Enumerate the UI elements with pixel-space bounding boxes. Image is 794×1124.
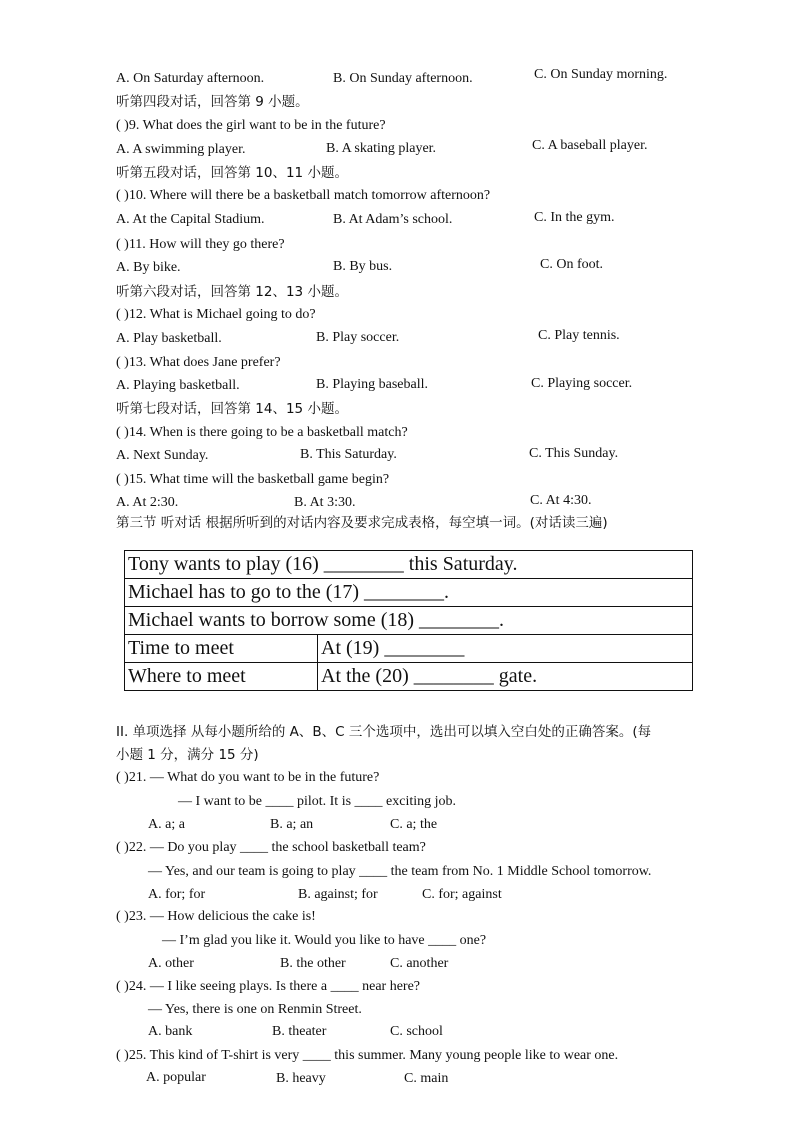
q12-stem: ( )12. What is Michael going to do? — [116, 307, 316, 322]
q25-option-c: C. main — [404, 1071, 449, 1086]
q9-option-a: A. A swimming player. — [116, 142, 246, 157]
q14-stem: ( )14. When is there going to be a basketball match? — [116, 425, 408, 440]
table-cell-20: At the (20) ________ gate. — [318, 663, 693, 691]
q21-option-a: A. a; a — [148, 817, 185, 832]
q21-option-c: C. a; the — [390, 817, 438, 832]
q14-option-a: A. Next Sunday. — [116, 448, 209, 463]
section-6-instruction: 听第六段对话，回答第 12、13 小题。 — [116, 284, 348, 300]
section-4-instruction: 听第四段对话，回答第 9 小题。 — [116, 94, 309, 110]
q22-reply: — Yes, and our team is going to play ____ the team from No. 1 Middle School tomorrow. — [148, 864, 652, 879]
table-row — [125, 635, 693, 663]
table-label-time: Time to meet — [125, 635, 318, 663]
q11-stem: ( )11. How will they go there? — [116, 237, 285, 252]
q12-option-b: B. Play soccer. — [316, 330, 400, 345]
q10-option-c: C. In the gym. — [534, 210, 615, 225]
q13-stem: ( )13. What does Jane prefer? — [116, 355, 281, 370]
section-7-instruction: 听第七段对话，回答第 14、15 小题。 — [116, 401, 348, 417]
q25-stem: ( )25. This kind of T-shirt is very ____ this summer. Many young people like to wear one. — [116, 1048, 619, 1063]
part-2-instruction-line2: 小题 1 分，满分 15 分) — [116, 747, 259, 763]
q11-option-c: C. On foot. — [540, 257, 603, 272]
q23-option-b: B. the other — [280, 956, 346, 971]
table-cell-16: Tony wants to play (16) ________ this Saturday. — [125, 551, 693, 579]
q22-option-a: A. for; for — [148, 887, 206, 902]
q9-stem: ( )9. What does the girl want to be in the future? — [116, 118, 386, 133]
part-2-instruction-line1: II. 单项选择 从每小题所给的 A、B、C 三个选项中，选出可以填入空白处的正确答案。(每 — [116, 724, 652, 740]
part-3-instruction: 第三节 听对话 根据所听到的对话内容及要求完成表格，每空填一词。(对话读三遍) — [116, 515, 608, 531]
q15-option-c: C. At 4:30. — [530, 493, 592, 508]
table-cell-17: Michael has to go to the (17) ________. — [125, 579, 693, 607]
q21-option-b: B. a; an — [270, 817, 314, 832]
q15-option-a: A. At 2:30. — [116, 495, 179, 510]
q24-reply: — Yes, there is one on Renmin Street. — [148, 1002, 362, 1017]
q23-option-c: C. another — [390, 956, 449, 971]
q14-option-b: B. This Saturday. — [300, 447, 397, 462]
q8-option-a: A. On Saturday afternoon. — [116, 71, 265, 86]
q25-option-a: A. popular — [146, 1070, 206, 1085]
q21-stem: ( )21. — What do you want to be in the future? — [116, 770, 380, 785]
q23-stem: ( )23. — How delicious the cake is! — [116, 909, 316, 924]
q9-option-c: C. A baseball player. — [532, 138, 648, 153]
q10-option-b: B. At Adam’s school. — [333, 212, 453, 227]
q13-option-b: B. Playing baseball. — [316, 377, 428, 392]
q15-option-b: B. At 3:30. — [294, 495, 356, 510]
q10-stem: ( )10. Where will there be a basketball match tomorrow afternoon? — [116, 188, 491, 203]
q13-option-c: C. Playing soccer. — [531, 376, 633, 391]
q12-option-a: A. Play basketball. — [116, 331, 222, 346]
table-row — [125, 579, 693, 607]
table-row — [125, 607, 693, 635]
q24-option-a: A. bank — [148, 1024, 193, 1039]
q22-option-b: B. against; for — [298, 887, 378, 902]
q24-option-b: B. theater — [272, 1024, 327, 1039]
table-cell-19: At (19) ________ — [318, 635, 693, 663]
q22-stem: ( )22. — Do you play ____ the school basketball team? — [116, 840, 426, 855]
q22-option-c: C. for; against — [422, 887, 502, 902]
q23-option-a: A. other — [148, 956, 194, 971]
q8-option-c: C. On Sunday morning. — [534, 67, 668, 82]
q24-stem: ( )24. — I like seeing plays. Is there a ____ near here? — [116, 979, 420, 994]
q21-reply: — I want to be ____ pilot. It is ____ exciting job. — [178, 794, 457, 809]
q12-option-c: C. Play tennis. — [538, 328, 620, 343]
q24-option-c: C. school — [390, 1024, 443, 1039]
table-label-where: Where to meet — [125, 663, 318, 691]
q8-option-b: B. On Sunday afternoon. — [333, 71, 473, 86]
q11-option-b: B. By bus. — [333, 259, 393, 274]
table-cell-18: Michael wants to borrow some (18) ________. — [125, 607, 693, 635]
section-5-instruction: 听第五段对话，回答第 10、11 小题。 — [116, 165, 348, 181]
q14-option-c: C. This Sunday. — [529, 446, 619, 461]
table-row — [125, 551, 693, 579]
fill-in-table — [124, 550, 693, 691]
q9-option-b: B. A skating player. — [326, 141, 437, 156]
table-row — [125, 663, 693, 691]
q15-stem: ( )15. What time will the basketball game begin? — [116, 472, 390, 487]
q11-option-a: A. By bike. — [116, 260, 181, 275]
q13-option-a: A. Playing basketball. — [116, 378, 240, 393]
q23-reply: — I’m glad you like it. Would you like to have ____ one? — [162, 933, 487, 948]
q10-option-a: A. At the Capital Stadium. — [116, 212, 265, 227]
q25-option-b: B. heavy — [276, 1071, 326, 1086]
